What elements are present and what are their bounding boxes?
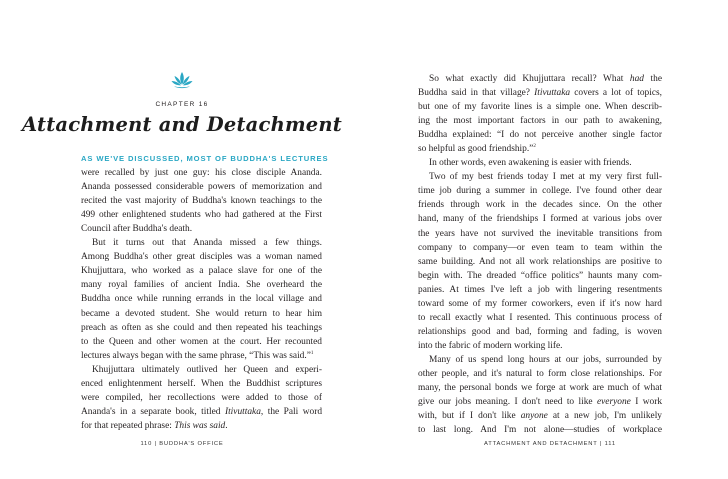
text-line: recited the vast majority of Buddha's known teachings to the [81,196,322,207]
text-run: . [225,420,228,431]
text-run: give our jobs meaning. I don't need to like [418,397,597,408]
italic-text: had [629,74,644,84]
text-line [81,152,329,166]
text-line [81,349,322,363]
text-run: so helpful as good friendship.” [418,144,534,155]
text-line: company to company—or even team to team within the [418,242,662,253]
text-line [418,86,662,100]
text-run: with, but if I don't like [418,411,521,422]
right-folio: ATTACHMENT AND DETACHMENT | 111 [484,441,616,447]
text-line: Buddha once while running errands in the local village and [81,294,322,305]
text-line [418,409,662,423]
text-line: In other words, even awakening is easier with friends. [429,158,632,169]
italic-text: Itivuttaka [224,406,261,417]
text-line: became a devoted student. She would return to hear him [81,308,322,319]
text-line: Two of my best friends today I met at my very first full- [429,172,662,183]
text-run: So what exactly did Khujjuttara recall? What [429,74,630,84]
text-line: many royal families of ancient India. She overheard the [81,280,322,291]
right-page [364,0,728,479]
text-line: to the Queen and other women at the court. Her recounted [81,336,322,347]
text-line: but one of my favorite lines is a simple one. When describ- [418,102,662,113]
text-line: enced enlightenment herself. When the Buddhist scriptures [81,378,322,389]
text-line: Among Buddha's other great disciples was a woman named [81,252,322,263]
text-run: I work [630,397,663,408]
text-line: Many of us spend long hours at our jobs, surrounded by [429,354,662,365]
text-run: Buddha said in that village? [418,88,535,99]
text-line: begin with. The dreaded “office politics” haunts many com- [418,270,662,281]
text-run: the [643,74,662,84]
italic-text: anyone [520,411,548,422]
text-run: , the Pali word [260,406,323,417]
italic-text: Itivuttaka [534,88,571,99]
text-line [81,405,322,419]
text-line: to last long. And I'm not alone—studies of workplace [418,425,662,436]
text-line: were compiled, her recollections were added to those of [81,392,322,403]
text-line: ing the most important factors in our path to awakening, [418,116,662,127]
text-line [418,395,662,409]
text-line: other people, and it's natural to form close relationships. For [418,368,662,379]
text-line: preach as often as she could and then repeated his teachings [81,322,322,333]
lead-in: AS WE'VE DISCUSSED, MOST OF BUDDHA'S LECTURES [81,154,329,163]
text-line: hand, many of the friendships I formed at various jobs over [418,214,662,225]
text-run: at a new job, I'm unlikely [547,411,662,422]
text-line [81,419,322,433]
italic-text: everyone [596,397,631,408]
text-line: Council after Buddha's death. [81,224,193,235]
text-run: lectures always began with the same phrase, “This was said.” [81,350,311,361]
text-line: friends through work in the decades since. On the other [418,200,662,211]
text-run: for that repeated phrase: [81,420,175,431]
text-run: Ananda's in a separate book, titled [81,406,225,417]
text-line: But it turns out that Ananda missed a few things. [92,238,322,249]
text-line: many, the personal bonds we forge at work are much of what [418,383,662,394]
text-line [418,72,662,86]
text-line: time job during a summer in college. I've found other dear [418,186,662,197]
chapter-title: Attachment and Detachment [22,113,342,136]
text-line: Khujjuttara, who worked as a palace slave for one of the [81,266,322,277]
text-line: same building. And not all work relationships are positive to [418,256,662,267]
left-body-text [81,152,329,433]
text-line: 499 other enlightened students who had gathered at the First [81,210,322,221]
text-line: the years have not survived the inevitable transitions from [418,228,662,239]
text-line: were recalled by just one guy: his close disciple Ananda. [81,168,322,179]
text-run: covers a lot of topics, [570,88,662,99]
text-line: toward some of my former coworkers, even if it's now hard [418,298,662,309]
text-line: to recall exactly what I resented. This continuous process of [418,312,662,323]
text-line: relationships good and bad, forming and fading, is woven [418,326,662,337]
lotus-icon [171,70,193,90]
left-folio: 110 | BUDDHA'S OFFICE [140,441,224,447]
right-body-text [418,72,662,437]
text-line [418,142,662,156]
text-line: Buddha explained: “I do not perceive another single factor [418,130,662,141]
italic-text: This was said [174,420,226,431]
text-line: Khujjuttara ultimately outlived her Queen and experi- [92,364,322,375]
footnote-marker: 2 [533,144,536,150]
text-line: into the fabric of modern working life. [418,340,563,351]
chapter-label: CHAPTER 16 [155,101,209,108]
footnote-marker: 1 [310,350,314,356]
text-line: panies. At times I've left a job with lingering resentments [418,284,662,295]
text-line: Ananda possessed considerable powers of memorization and [81,182,322,193]
